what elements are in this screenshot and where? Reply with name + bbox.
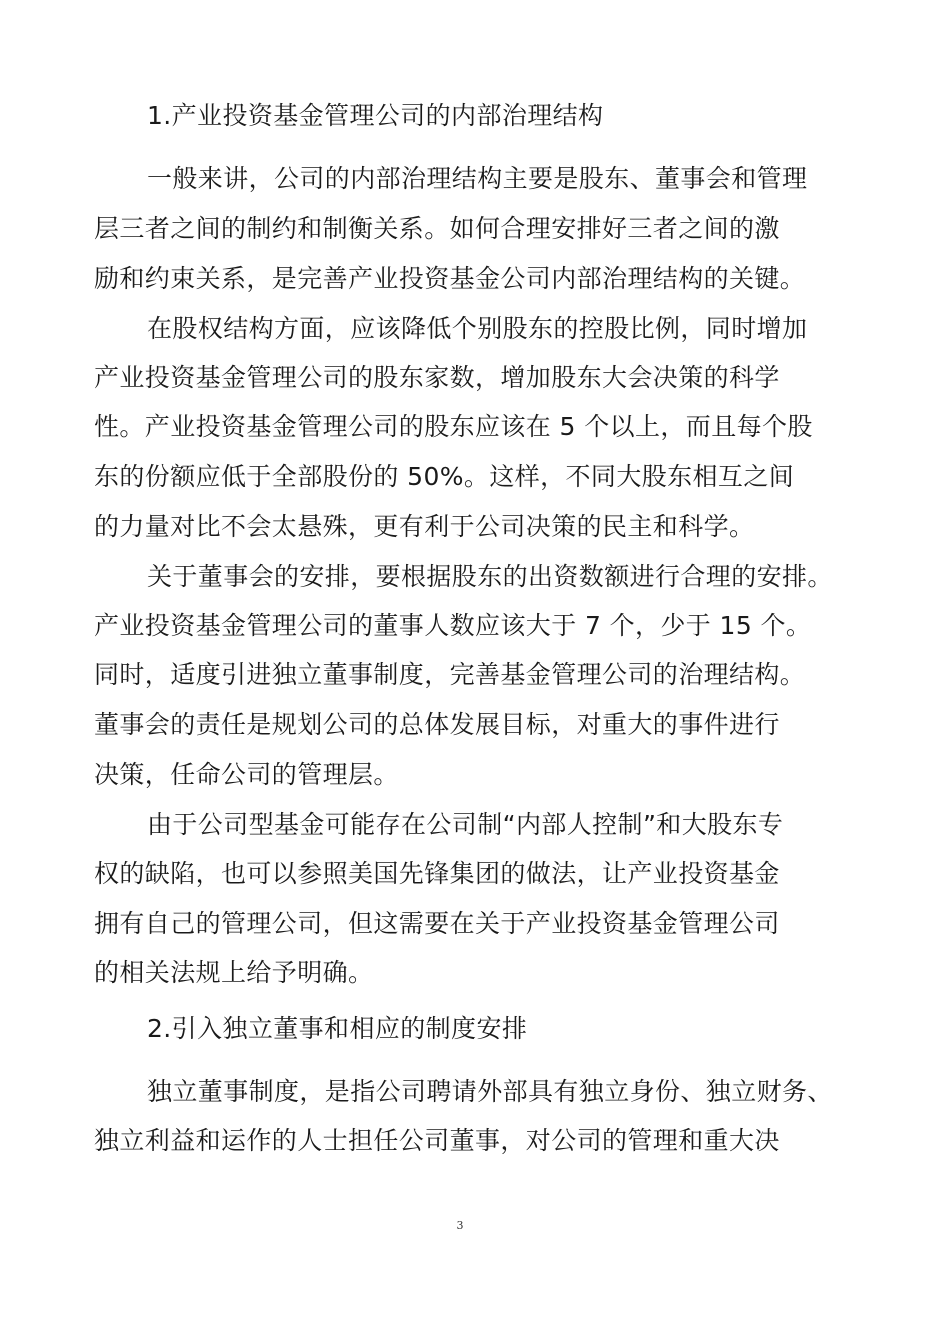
paragraph-line: 关于董事会的安排，要根据股东的出资数额进行合理的安排。 xyxy=(147,562,833,591)
paragraph-line: 由于公司型基金可能存在公司制“内部人控制”和大股东专 xyxy=(147,810,784,839)
paragraph-line: 在股权结构方面，应该降低个别股东的控股比例，同时增加 xyxy=(147,314,808,343)
paragraph-line: 性。产业投资基金管理公司的股东应该在 5 个以上，而且每个股 xyxy=(94,412,813,441)
paragraph-line: 董事会的责任是规划公司的总体发展目标，对重大的事件进行 xyxy=(94,710,780,739)
paragraph-line: 层三者之间的制约和制衡关系。如何合理安排好三者之间的激 xyxy=(94,214,780,243)
page-number: 3 xyxy=(456,1219,464,1232)
paragraph-line: 产业投资基金管理公司的董事人数应该大于 7 个，少于 15 个。 xyxy=(94,611,812,640)
paragraph-line: 一般来讲，公司的内部治理结构主要是股东、董事会和管理 xyxy=(147,164,808,193)
paragraph-line: 独立董事制度，是指公司聘请外部具有独立身份、独立财务、 xyxy=(147,1077,833,1106)
paragraph-line: 的相关法规上给予明确。 xyxy=(94,958,374,987)
paragraph-line: 产业投资基金管理公司的股东家数，增加股东大会决策的科学 xyxy=(94,363,780,392)
paragraph-line: 权的缺陷，也可以参照美国先锋集团的做法，让产业投资基金 xyxy=(94,859,780,888)
paragraph-line: 独立利益和运作的人士担任公司董事，对公司的管理和重大决 xyxy=(94,1126,780,1155)
paragraph-line: 的力量对比不会太悬殊，更有利于公司决策的民主和科学。 xyxy=(94,512,755,541)
section-heading-1: 1.产业投资基金管理公司的内部治理结构 xyxy=(147,101,604,130)
section-heading-2: 2.引入独立董事和相应的制度安排 xyxy=(147,1014,528,1043)
paragraph-line: 决策，任命公司的管理层。 xyxy=(94,760,399,789)
paragraph-line: 励和约束关系，是完善产业投资基金公司内部治理结构的关键。 xyxy=(94,264,806,293)
paragraph-line: 同时，适度引进独立董事制度，完善基金管理公司的治理结构。 xyxy=(94,660,806,689)
paragraph-line: 拥有自己的管理公司，但这需要在关于产业投资基金管理公司 xyxy=(94,909,780,938)
paragraph-line: 东的份额应低于全部股份的 50%。这样，不同大股东相互之间 xyxy=(94,462,795,491)
